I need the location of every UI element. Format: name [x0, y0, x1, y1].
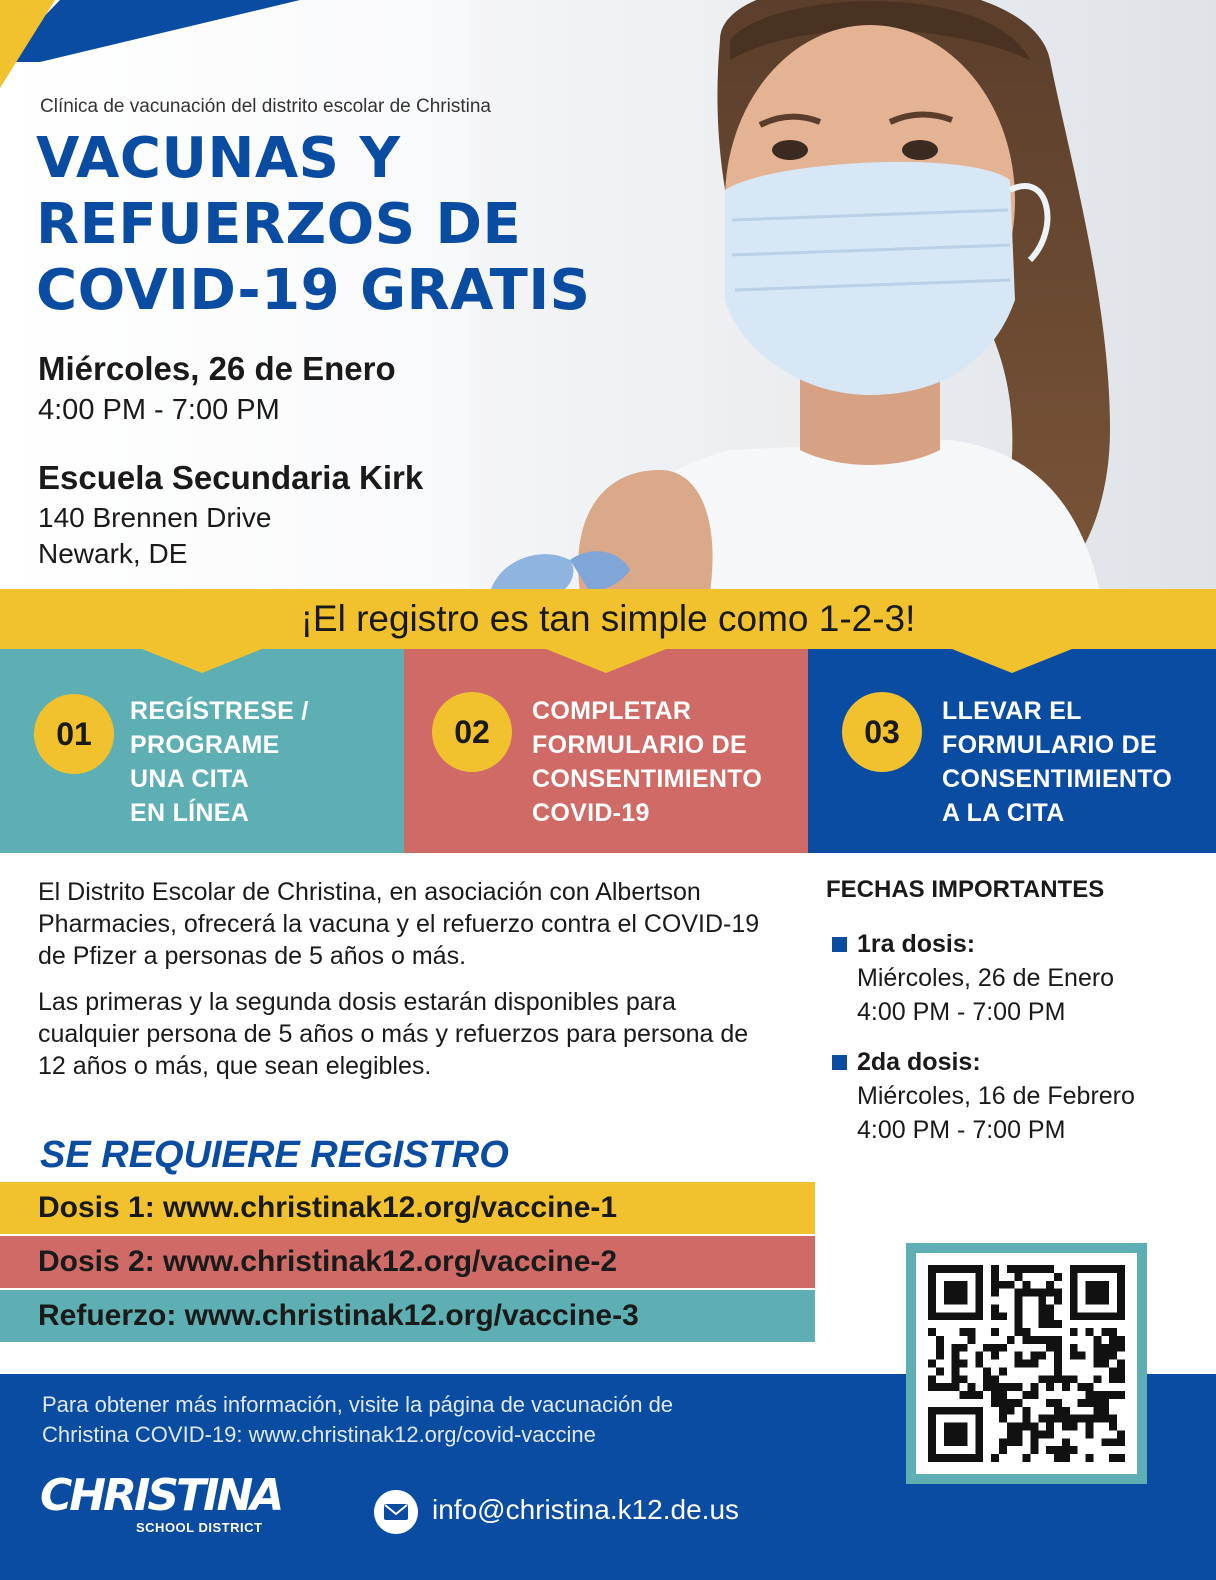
contact-email[interactable]: info@christina.k12.de.us: [432, 1494, 740, 1525]
step-text-line: EN LÍNEA: [130, 799, 250, 827]
page-title: [36, 126, 656, 324]
important-dates-title: FECHAS IMPORTANTES: [826, 876, 1105, 903]
dose-time: 4:00 PM - 7:00 PM: [857, 1116, 1066, 1144]
more-info-line[interactable]: Christina COVID-19: www.christinak12.org/covid-vaccine: [42, 1422, 596, 1447]
step-text-line: COMPLETAR: [532, 697, 692, 725]
logo-wordmark: CHRISTINA: [40, 1470, 282, 1521]
dose-label: 2da dosis:: [857, 1048, 981, 1076]
title-line: REFUERZOS DE: [36, 192, 522, 257]
logo-subtitle: SCHOOL DISTRICT: [136, 1520, 263, 1535]
hero-section: [0, 0, 1216, 592]
event-school: Escuela Secundaria Kirk: [38, 459, 424, 496]
step-number: 02: [432, 692, 512, 772]
step-1: [0, 649, 404, 853]
envelope-icon: [374, 1490, 418, 1534]
registration-link-dose1[interactable]: [0, 1182, 815, 1234]
qr-code[interactable]: [916, 1253, 1137, 1474]
event-date: Miércoles, 26 de Enero: [38, 350, 396, 387]
step-text: [130, 694, 309, 830]
registration-link-text[interactable]: Dosis 2: www.christinak12.org/vaccine-2: [38, 1245, 618, 1278]
registration-heading: SE REQUIERE REGISTRO: [40, 1134, 509, 1176]
step-text-line: PROGRAME: [130, 731, 280, 759]
registration-link-dose2[interactable]: [0, 1236, 815, 1288]
district-logo: [40, 1472, 300, 1542]
step-text-line: A LA CITA: [942, 799, 1065, 827]
registration-link-text[interactable]: Refuerzo: www.christinak12.org/vaccine-3: [38, 1299, 639, 1332]
registration-link-text[interactable]: Dosis 1: www.christinak12.org/vaccine-1: [38, 1191, 618, 1224]
qr-code-frame: [906, 1243, 1147, 1484]
registration-link-booster[interactable]: [0, 1290, 815, 1342]
steps-row: [0, 649, 1216, 853]
step-text-line: FORMULARIO DE: [942, 731, 1157, 759]
step-notch: [546, 649, 666, 673]
step-text-line: LLEVAR EL: [942, 697, 1082, 725]
dose-time: 4:00 PM - 7:00 PM: [857, 998, 1066, 1026]
step-number: 01: [34, 694, 114, 774]
step-notch: [142, 649, 262, 673]
step-text-line: UNA CITA: [130, 765, 250, 793]
event-time: 4:00 PM - 7:00 PM: [38, 394, 280, 426]
step-2: [404, 649, 808, 853]
step-text-line: CONSENTIMIENTO: [942, 765, 1173, 793]
more-info-line: Para obtener más información, visite la página de vacunación de: [42, 1392, 674, 1417]
step-number: 03: [842, 692, 922, 772]
description: [38, 876, 778, 1082]
banner-text: ¡El registro es tan simple como 1-2-3!: [300, 598, 916, 639]
clinic-name: Clínica de vacunación del distrito escolar de Christina: [40, 96, 491, 117]
address-line: 140 Brennen Drive: [38, 502, 272, 533]
dose-label: 1ra dosis:: [857, 930, 976, 958]
step-text-line: FORMULARIO DE: [532, 731, 747, 759]
more-info: [42, 1390, 802, 1450]
step-text-line: COVID-19: [532, 799, 650, 827]
step-text: [942, 694, 1172, 830]
registration-banner: [0, 589, 1216, 649]
title-line: COVID-19 GRATIS: [36, 258, 591, 323]
step-notch: [952, 649, 1072, 673]
qr-code-icon: [928, 1265, 1125, 1462]
title-line: VACUNAS Y: [36, 126, 401, 191]
description-paragraph: Las primeras y la segunda dosis estarán disponibles para cualquier persona de 5 años o más y refuerzos para persona de 12 años o más, que sean elegibles.: [38, 988, 749, 1080]
dose-date: Miércoles, 16 de Febrero: [857, 1082, 1135, 1110]
step-text-line: REGÍSTRESE /: [130, 697, 309, 725]
description-paragraph: El Distrito Escolar de Christina, en asociación con Albertson Pharmacies, ofrecerá la vacuna y el refuerzo contra el COVID-19 de Pfizer a personas de 5 años o más.: [38, 878, 760, 970]
bullet-square-icon: [832, 937, 847, 952]
address-line: Newark, DE: [38, 538, 188, 569]
step-3: [808, 649, 1216, 853]
dose-date: Miércoles, 26 de Enero: [857, 964, 1115, 992]
step-text-line: CONSENTIMIENTO: [532, 765, 763, 793]
bullet-square-icon: [832, 1055, 847, 1070]
step-text: [532, 694, 762, 830]
